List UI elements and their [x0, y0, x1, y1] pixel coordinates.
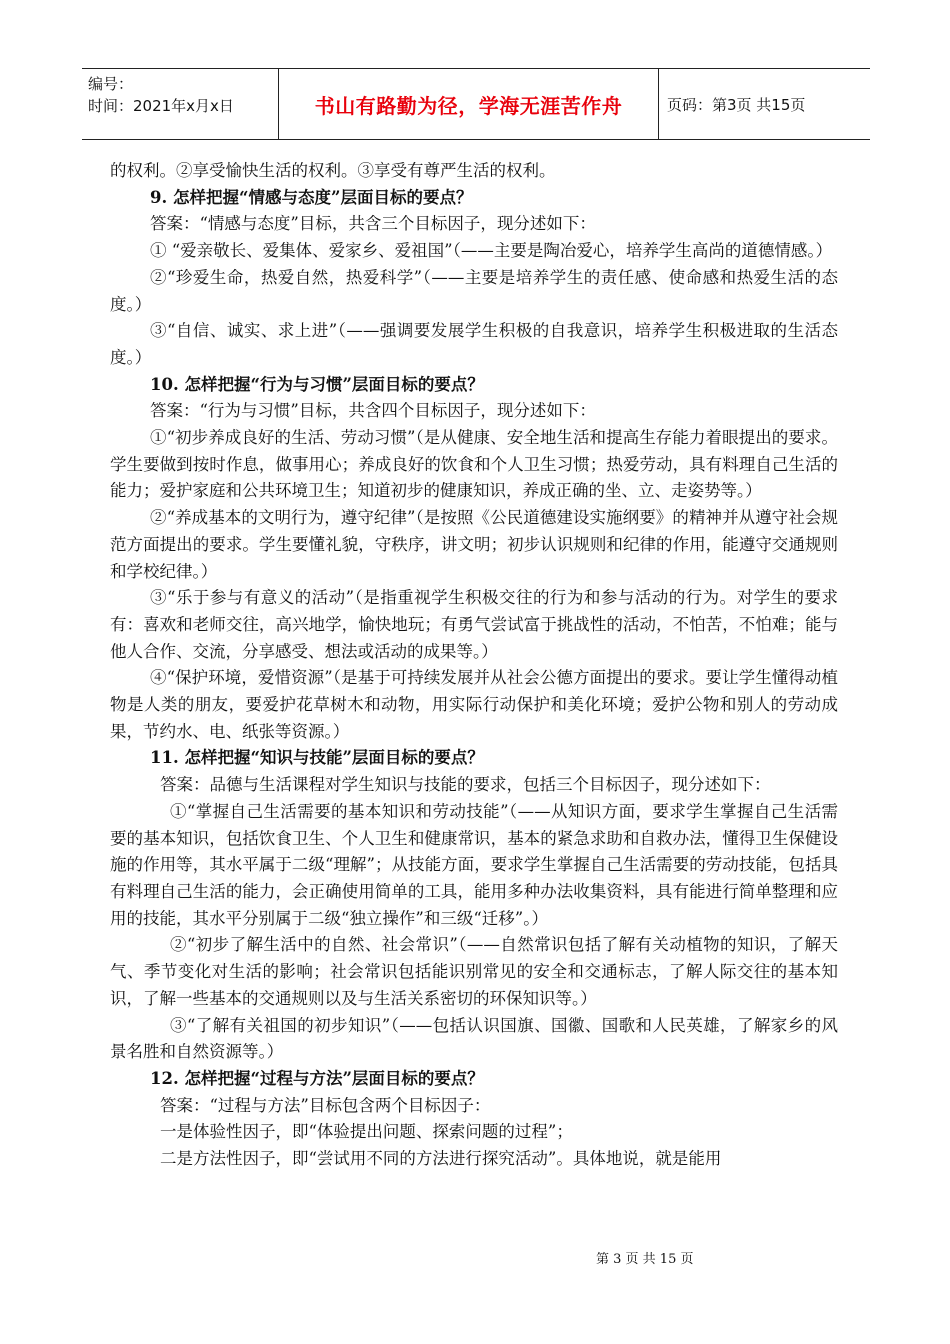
document-date: 时间：2021年x月x日	[88, 97, 234, 115]
answer-item: ① “爱亲敬长、爱集体、爱家乡、爱祖国”（——主要是陶冶爱心，培养学生高尚的道德情感。）	[150, 241, 833, 261]
header-info-cell	[82, 69, 279, 139]
answer-item: ③“乐于参与有意义的活动”（是指重视学生积极交往的行为和参与活动的行为。对学生的要求有：喜欢和老师交往，高兴地学，愉快地玩；有勇气尝试富于挑战性的活动，不怕苦，不怕难；能与他人合作、交流，分享感受、想法或活动的成果等。）	[110, 588, 838, 661]
page-header	[82, 68, 870, 140]
motto-text: 书山有路勤为径，学海无涯苦作舟	[314, 93, 623, 118]
answer-intro: 答案：“情感与态度”目标，共含三个目标因子，现分述如下：	[150, 214, 596, 234]
answer-intro: 答案：“过程与方法”目标包含两个目标因子：	[160, 1095, 491, 1115]
page-info: 页码：第3页 共15页	[667, 95, 806, 114]
paragraph: 的权利。②享受愉快生活的权利。③享受有尊严生活的权利。	[110, 161, 556, 180]
question-heading-10: 10. 怎样把握“行为与习惯”层面目标的要点？	[150, 374, 484, 394]
question-heading-12: 12. 怎样把握“过程与方法”层面目标的要点？	[150, 1068, 484, 1088]
header-page-cell	[659, 69, 870, 139]
answer-item: ①“掌握自己生活需要的基本知识和劳动技能”（——从知识方面，要求学生掌握自己生活需要的基本知识，包括饮食卫生、个人卫生和健康常识，基本的紧急求助和自救办法，懂得卫生保健设施的作用等，其水平属于二级“理解”；从技能方面，要求学生掌握自己生活需要的劳动技能，包括具有料理自己生活的能力，会正确使用简单的工具，能用多种办法收集资料，具有能进行简单整理和应用的技能，其水平分别属于二级“独立操作”和三级“迁移”。）	[110, 801, 838, 928]
document-body	[110, 158, 838, 1173]
question-heading-11: 11. 怎样把握“知识与技能”层面目标的要点？	[150, 748, 484, 768]
question-heading-9: 9. 怎样把握“情感与态度”层面目标的要点？	[150, 187, 473, 207]
footer-page-number: 第 3 页 共 15 页	[596, 1252, 694, 1267]
answer-item: 二是方法性因子，即“尝试用不同的方法进行探究活动”。具体地说，就是能用	[160, 1149, 722, 1169]
answer-item: ④“保护环境，爱惜资源”（是基于可持续发展并从社会公德方面提出的要求。要让学生懂得动植物是人类的朋友，要爱护花草树木和动物，用实际行动保护和美化环境；爱护公物和别人的劳动成果，节约水、电、纸张等资源。）	[110, 668, 838, 741]
answer-intro: 答案：品德与生活课程对学生知识与技能的要求，包括三个目标因子，现分述如下：	[160, 775, 771, 795]
answer-item: ③“了解有关祖国的初步知识”（——包括认识国旗、国徽、国歌和人民英雄，了解家乡的风景名胜和自然资源等。）	[110, 1015, 838, 1062]
answer-item: ②“珍爱生命，热爱自然，热爱科学”（——主要是培养学生的责任感、使命感和热爱生活的态度。）	[110, 267, 838, 314]
answer-intro: 答案：“行为与习惯”目标，共含四个目标因子，现分述如下：	[150, 401, 596, 421]
header-motto-cell	[279, 69, 659, 139]
answer-item: ②“初步了解生活中的自然、社会常识”（——自然常识包括了解有关动植物的知识，了解天气、季节变化对生活的影响；社会常识包括能识别常见的安全和交通标志，了解人际交往的基本知识，了解一些基本的交通规则以及与生活关系密切的环保知识等。）	[110, 935, 838, 1008]
answer-item: ①“初步养成良好的生活、劳动习惯”（是从健康、安全地生活和提高生存能力着眼提出的要求。学生要做到按时作息，做事用心；养成良好的饮食和个人卫生习惯；热爱劳动，具有料理自己生活的能力；爱护家庭和公共环境卫生；知道初步的健康知识，养成正确的坐、立、走姿势等。）	[110, 428, 838, 501]
document-number-label: 编号：	[88, 75, 134, 93]
answer-item: ③“自信、诚实、求上进”（——强调要发展学生积极的自我意识，培养学生积极进取的生活态度。）	[110, 321, 838, 367]
answer-item: ②“养成基本的文明行为，遵守纪律”（是按照《公民道德建设实施纲要》的精神并从遵守社会规范方面提出的要求。学生要懂礼貌，守秩序，讲文明；初步认识规则和纪律的作用，能遵守交通规则和学校纪律。）	[110, 508, 838, 581]
answer-item: 一是体验性因子，即“体验提出问题、探索问题的过程”；	[160, 1122, 573, 1142]
